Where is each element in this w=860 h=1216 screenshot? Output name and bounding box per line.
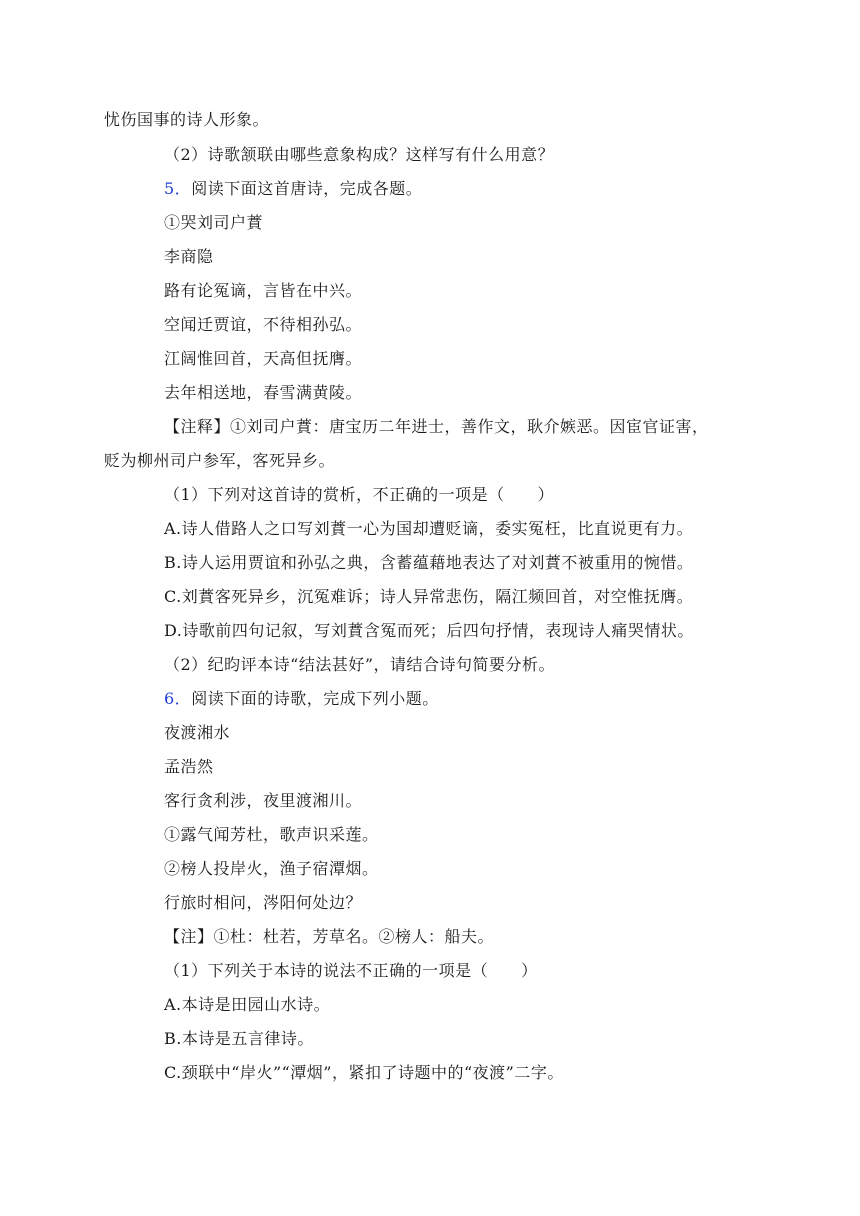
poem-1-title: ①哭刘司户蕡 xyxy=(164,213,264,232)
question-5-prompt: 阅读下面这首唐诗，完成各题。 xyxy=(191,179,423,198)
poem-2-title: 夜渡湘水 xyxy=(164,723,231,742)
annotation-1-line-b: 贬为柳州司户参军，客死异乡。 xyxy=(104,451,336,470)
sub-question-4-2: （2）诗歌颔联由哪些意象构成？这样写有什么用意？ xyxy=(164,145,555,164)
option-C: C.颈联中“岸火”“潭烟”，紧扣了诗题中的“夜渡”二字。 xyxy=(164,1063,564,1082)
text-line: 忧伤国事的诗人形象。 xyxy=(104,110,270,129)
poem-1-line: 去年相送地，春雪满黄陵。 xyxy=(164,383,363,402)
option-B: B.本诗是五言律诗。 xyxy=(164,1029,314,1048)
question-6-heading xyxy=(164,688,439,710)
sub-question-5-2: （2）纪昀评本诗“结法甚好”，请结合诗句简要分析。 xyxy=(164,655,556,674)
poem-2-line: ②榜人投岸火，渔子宿潭烟。 xyxy=(164,859,379,878)
poem-2-line: 行旅时相问，涔阳何处边？ xyxy=(164,893,363,912)
poem-1-line: 路有论冤谪，言皆在中兴。 xyxy=(164,281,363,300)
question-6-prompt: 阅读下面的诗歌，完成下列小题。 xyxy=(191,689,439,708)
question-5-heading xyxy=(164,178,422,200)
annotation-2: 【注】①杜：杜若，芳草名。②榜人：船夫。 xyxy=(164,927,495,946)
poem-1-line: 江阔惟回首，天高但抚膺。 xyxy=(164,349,363,368)
question-6-number: 6． xyxy=(164,689,192,708)
option-C: C.刘蕡客死异乡，沉冤难诉；诗人异常悲伤，隔江频回首，对空惟抚膺。 xyxy=(164,587,694,606)
poem-2-line: 客行贪利涉，夜里渡湘川。 xyxy=(164,791,363,810)
poem-2-author: 孟浩然 xyxy=(164,757,214,776)
option-D: D.诗歌前四句记叙，写刘蕡含冤而死；后四句抒情，表现诗人痛哭情状。 xyxy=(164,621,694,640)
poem-2-line: ①露气闻芳杜，歌声识采莲。 xyxy=(164,825,379,844)
sub-question-6-1: （1）下列关于本诗的说法不正确的一项是（ ） xyxy=(164,961,538,980)
poem-1-author: 李商隐 xyxy=(164,247,214,266)
option-A: A.诗人借路人之口写刘蕡一心为国却遭贬谪，委实冤枉，比直说更有力。 xyxy=(164,519,694,538)
sub-question-5-1: （1）下列对这首诗的赏析，不正确的一项是（ ） xyxy=(164,485,555,504)
poem-1-line: 空闻迁贾谊，不待相孙弘。 xyxy=(164,315,363,334)
option-A: A.本诗是田园山水诗。 xyxy=(164,995,331,1014)
option-B: B.诗人运用贾谊和孙弘之典，含蓄蕴藉地表达了对刘蕡不被重用的惋惜。 xyxy=(164,553,694,572)
annotation-1-line-a: 【注释】①刘司户蕡：唐宝历二年进士，善作文，耿介嫉恶。因宦官证害， xyxy=(164,417,709,436)
question-5-number: 5． xyxy=(164,179,192,198)
